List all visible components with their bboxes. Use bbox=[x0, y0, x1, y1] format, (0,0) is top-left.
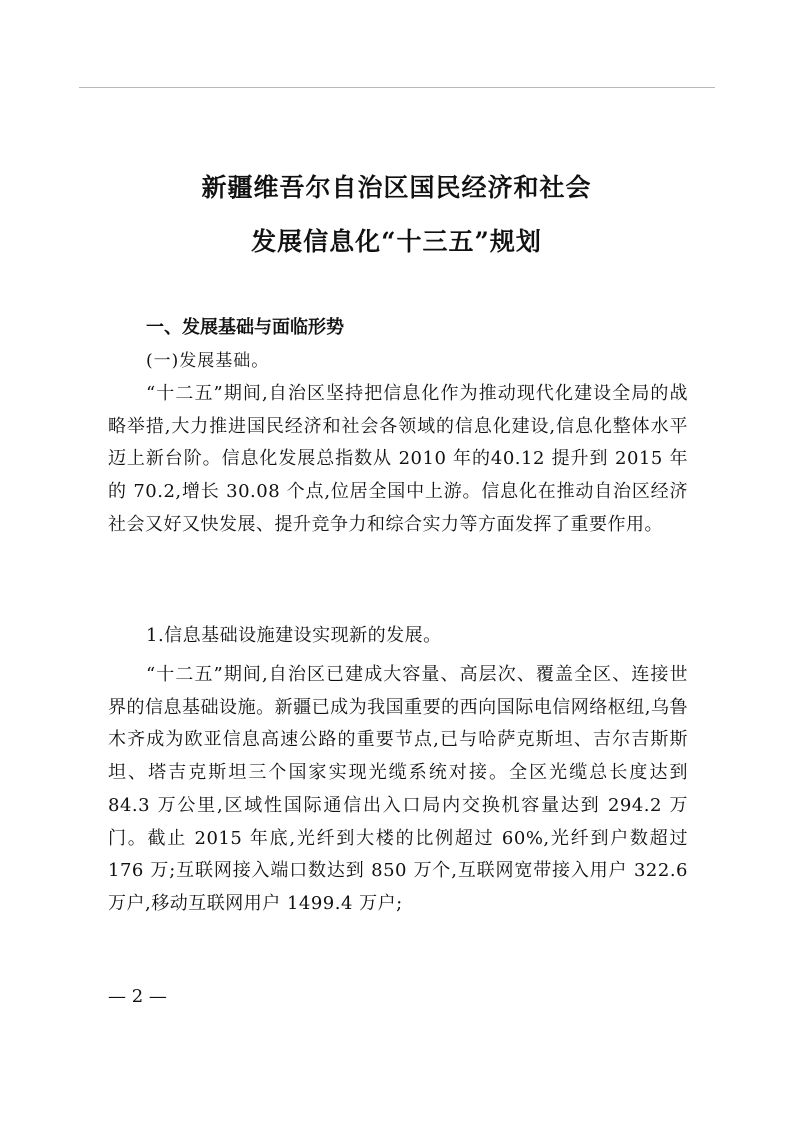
document-title-line-1: 新疆维吾尔自治区国民经济和社会 bbox=[201, 173, 592, 202]
section-heading: 一、发展基础与面临形势 bbox=[146, 317, 344, 338]
body-paragraph-1: “十二五”期间,自治区坚持把信息化作为推动现代化建设全局的战略举措,大力推进国民经济和社会各领域的信息化建设,信息化整体水平迈上新台阶。信息化发展总指数从 2010 年的40.12 提升到 2015 年的 70.2,增长 30.08 个点,位居全国中上游。信息化在推动自治区经济社会又好又快发展、提升竞争力和综合实力等方面发挥了重要作用。 bbox=[108, 383, 688, 535]
body-paragraph-2: “十二五”期间,自治区已建成大容量、高层次、覆盖全区、连接世界的信息基础设施。新疆已成为我国重要的西向国际电信网络枢纽,乌鲁木齐成为欧亚信息高速公路的重要节点,已与哈萨克斯坦、吉尔吉斯斯坦、塔吉克斯坦三个国家实现光缆系统对接。全区光缆总长度达到 84.3 万公里,区域性国际通信出入口局内交换机容量达到 294.2 万门。截止 2015 年底,光纤到大楼的比例超过 60%,光纤到户数超过 176 万;互联网接入端口数达到 850 万个,互联网宽带接入用户 322.6 万户,移动互联网用户 1499.4 万户; bbox=[108, 664, 688, 914]
document-title-line-2: 发展信息化“十三五”规划 bbox=[251, 227, 542, 256]
page-number: — 2 — bbox=[108, 986, 167, 1007]
header-rule bbox=[79, 87, 715, 88]
subsection-heading: (一)发展基础。 bbox=[146, 351, 270, 371]
item-heading-1: 1.信息基础设施建设实现新的发展。 bbox=[146, 625, 442, 646]
